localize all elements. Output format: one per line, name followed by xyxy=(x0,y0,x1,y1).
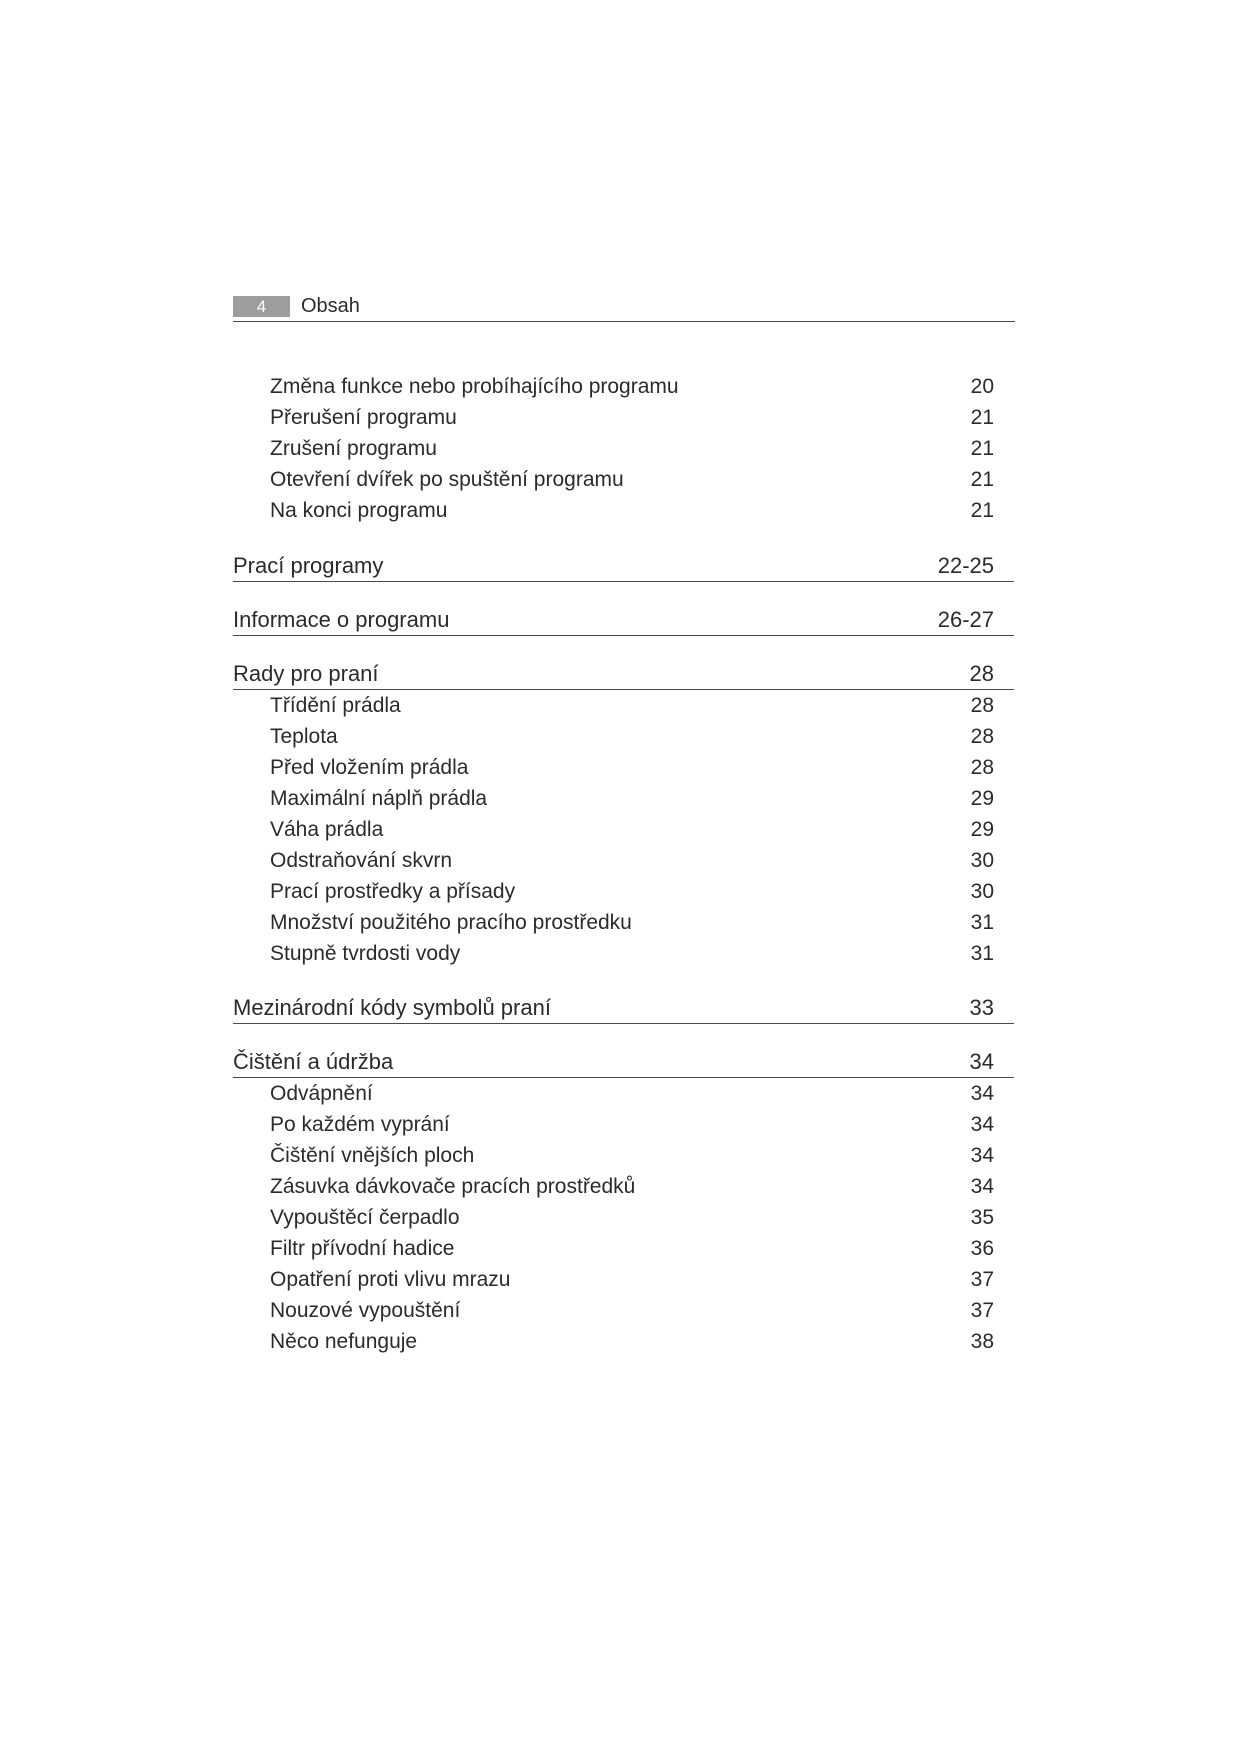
toc-entry-label: Něco nefunguje xyxy=(270,1330,418,1353)
toc-entry-label: Třídění prádla xyxy=(270,693,401,717)
toc-entry xyxy=(233,464,1014,495)
toc-entry-page: 31 xyxy=(970,910,994,934)
toc-entry-label: Přerušení programu xyxy=(270,406,457,429)
toc-entry xyxy=(233,690,1014,721)
toc-section-title: Rady pro praní xyxy=(233,660,379,686)
toc-entry xyxy=(233,1109,1014,1140)
toc-entry xyxy=(233,371,1014,402)
toc-entry xyxy=(233,721,1014,752)
toc-entry-label: Vypouštěcí čerpadlo xyxy=(270,1206,460,1229)
page-header-title: Obsah xyxy=(301,295,360,317)
toc-entry-page: 35 xyxy=(970,1206,994,1229)
toc-entry xyxy=(233,783,1014,814)
toc-entry xyxy=(233,495,1014,526)
toc-entry-label: Množství použitého pracího prostředku xyxy=(270,910,632,934)
toc-entry-label: Před vložením prádla xyxy=(270,755,469,779)
toc-entry-page: 36 xyxy=(970,1237,994,1260)
toc-entry-label: Teplota xyxy=(270,724,338,748)
toc-entry xyxy=(233,1326,1014,1357)
toc-entry-label: Zrušení programu xyxy=(270,437,437,460)
toc-entry-page: 38 xyxy=(970,1330,994,1353)
toc-section-title: Informace o programu xyxy=(233,606,450,632)
toc-section-page: 34 xyxy=(969,1049,994,1074)
toc-entry xyxy=(233,814,1014,845)
toc-entry xyxy=(233,1233,1014,1264)
toc-entry-label: Prací prostředky a přísady xyxy=(270,879,516,903)
toc-section-heading xyxy=(233,605,1014,636)
toc-section-heading xyxy=(233,993,1014,1024)
toc-entry-page: 21 xyxy=(970,468,994,491)
toc-entry-page: 30 xyxy=(970,848,994,872)
toc-entry-label: Odvápnění xyxy=(270,1082,373,1105)
toc-entry xyxy=(233,1264,1014,1295)
toc-entry xyxy=(233,1295,1014,1326)
toc-section-title: Prací programy xyxy=(233,552,384,578)
toc-entry-page: 34 xyxy=(970,1113,994,1136)
toc-entry xyxy=(233,1140,1014,1171)
toc-entry-label: Filtr přívodní hadice xyxy=(270,1237,455,1260)
toc-entry-page: 30 xyxy=(970,879,994,903)
toc-section-title: Mezinárodní kódy symbolů praní xyxy=(233,995,551,1020)
toc-entry-label: Čištění vnějších ploch xyxy=(270,1144,475,1167)
toc-section-heading xyxy=(233,659,1014,690)
toc-section-page: 22-25 xyxy=(937,552,994,578)
toc-entry xyxy=(233,1078,1014,1109)
toc-entry xyxy=(233,1171,1014,1202)
toc-entry-label: Stupně tvrdosti vody xyxy=(270,941,461,965)
toc-entry xyxy=(233,876,1014,907)
toc-entry-label: Změna funkce nebo probíhajícího programu xyxy=(270,375,679,398)
toc-entry xyxy=(233,1202,1014,1233)
toc-entry xyxy=(233,433,1014,464)
toc-entry xyxy=(233,938,1014,969)
toc-section-page: 26-27 xyxy=(937,606,994,632)
toc-entry-label: Nouzové vypouštění xyxy=(270,1299,461,1322)
toc-entry-page: 20 xyxy=(970,375,994,398)
toc-section-heading xyxy=(233,551,1014,582)
toc-section-heading xyxy=(233,1047,1014,1078)
page-number-badge: 4 xyxy=(233,296,290,317)
toc-entry-label: Zásuvka dávkovače pracích prostředků xyxy=(270,1175,636,1198)
toc-entry-page: 29 xyxy=(970,786,994,810)
toc-entry xyxy=(233,402,1014,433)
toc-section-page: 33 xyxy=(969,995,994,1020)
toc-section-title: Čištění a údržba xyxy=(233,1049,394,1074)
toc-entry-page: 29 xyxy=(970,817,994,841)
toc-entry-label: Váha prádla xyxy=(270,817,384,841)
toc-entry-page: 31 xyxy=(970,941,994,965)
table-of-contents xyxy=(233,371,1014,1357)
toc-entry-page: 34 xyxy=(970,1082,994,1105)
toc-entry-label: Maximální náplň prádla xyxy=(270,786,488,810)
toc-entry-label: Odstraňování skvrn xyxy=(270,848,453,872)
toc-entry xyxy=(233,752,1014,783)
header-divider xyxy=(233,321,1015,322)
toc-entry-page: 37 xyxy=(970,1299,994,1322)
toc-entry-page: 21 xyxy=(970,437,994,460)
toc-entry-page: 34 xyxy=(970,1144,994,1167)
toc-entry-label: Na konci programu xyxy=(270,499,448,522)
toc-entry-page: 21 xyxy=(970,499,994,522)
toc-entry-label: Opatření proti vlivu mrazu xyxy=(270,1268,511,1291)
toc-entry-page: 28 xyxy=(970,724,994,748)
toc-entry-page: 28 xyxy=(970,755,994,779)
toc-entry-label: Otevření dvířek po spuštění programu xyxy=(270,468,624,491)
toc-entry-label: Po každém vyprání xyxy=(270,1113,450,1136)
toc-entry-page: 37 xyxy=(970,1268,994,1291)
toc-entry xyxy=(233,907,1014,938)
toc-entry xyxy=(233,845,1014,876)
toc-entry-page: 21 xyxy=(970,406,994,429)
toc-entry-page: 34 xyxy=(970,1175,994,1198)
toc-section-page: 28 xyxy=(969,660,994,686)
toc-entry-page: 28 xyxy=(970,693,994,717)
